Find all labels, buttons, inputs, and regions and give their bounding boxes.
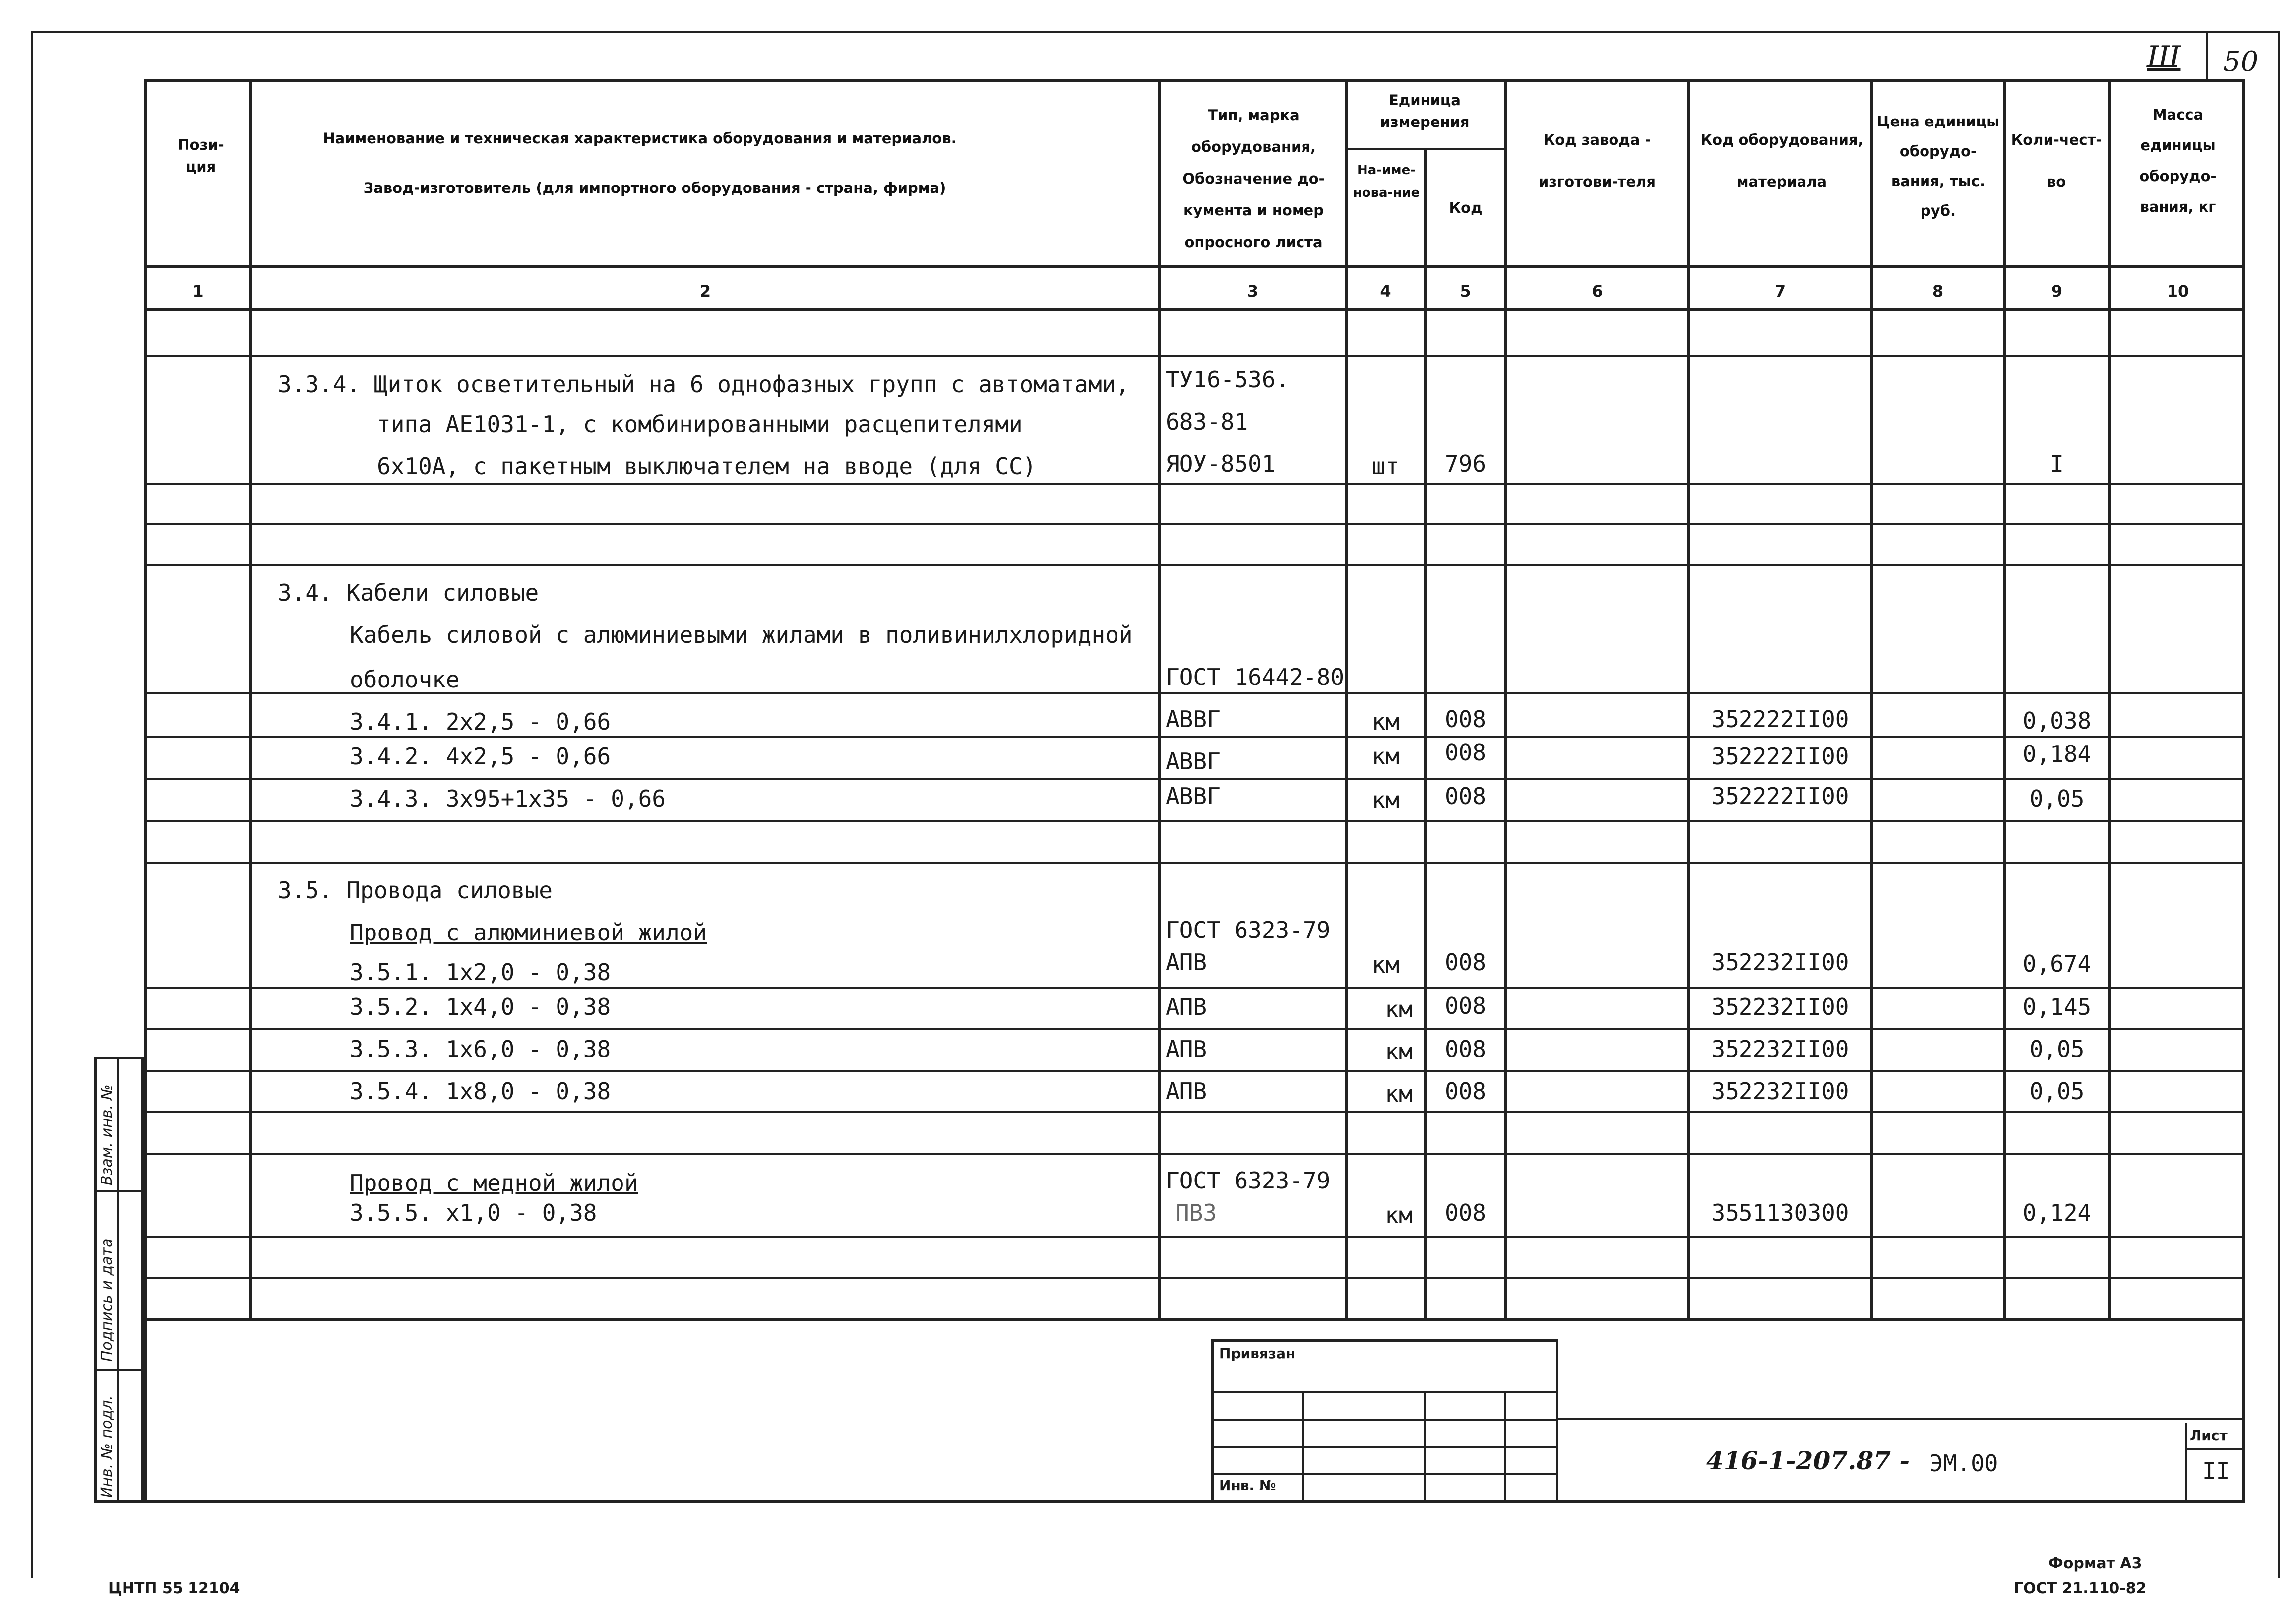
row-quantity: 0,124 bbox=[2022, 1199, 2092, 1226]
row-type: ГОСТ 16442-80 bbox=[1166, 664, 1345, 690]
row-unit: км bbox=[1371, 743, 1400, 770]
row-type: АВВГ bbox=[1166, 706, 1221, 733]
row-name: типа АЕ1031-1, с комбинированными расцепителями bbox=[377, 411, 1023, 437]
column-number: 3 bbox=[1247, 282, 1259, 301]
column-number: 2 bbox=[699, 282, 711, 301]
side-stamp-podpis: Подпись и дата bbox=[98, 1238, 116, 1362]
header-maker-code: Код завода - изготови-теля bbox=[1538, 131, 1656, 190]
row-equipment-code: 352222II00 bbox=[1711, 743, 1849, 770]
row-unit: шт bbox=[1371, 453, 1400, 480]
column-number: 9 bbox=[2051, 282, 2063, 301]
row-type: ГОСТ 6323-79 bbox=[1166, 917, 1331, 943]
column-number: 1 bbox=[192, 282, 204, 301]
row-unit-code: 796 bbox=[1444, 450, 1487, 477]
title-block-vline bbox=[1302, 1391, 1304, 1503]
row-name: Провод с медной жилой bbox=[350, 1170, 638, 1196]
row-type: АПВ bbox=[1166, 1036, 1207, 1062]
row-name: 3.4. Кабели силовые bbox=[278, 579, 539, 606]
footer-left: ЦНТП 55 12104 bbox=[108, 1580, 240, 1597]
row-unit-code: 008 bbox=[1444, 1036, 1487, 1062]
row-type: АВВГ bbox=[1166, 748, 1221, 775]
row-unit-code: 008 bbox=[1444, 1199, 1487, 1226]
row-line bbox=[147, 862, 2245, 864]
row-quantity: 0,184 bbox=[2022, 741, 2092, 767]
row-type: ПВЗ bbox=[1176, 1199, 1217, 1226]
row-equipment-code: 352222II00 bbox=[1711, 783, 1849, 809]
header-mass: Масса единицы оборудо-вания, кг bbox=[2139, 106, 2217, 215]
row-unit: км bbox=[1385, 1038, 1413, 1065]
row-line bbox=[147, 1070, 2245, 1072]
row-name: 3.5.3. 1х6,0 - 0,38 bbox=[350, 1036, 611, 1062]
row-unit: км bbox=[1385, 1080, 1413, 1107]
row-name: оболочке bbox=[350, 666, 460, 693]
footer-format: Формат А3 bbox=[2048, 1555, 2142, 1572]
column-number: 5 bbox=[1460, 282, 1471, 301]
row-quantity: I bbox=[2050, 450, 2064, 477]
row-unit: км bbox=[1385, 1202, 1413, 1229]
row-unit-code: 008 bbox=[1444, 739, 1487, 766]
row-name: 3.5. Провода силовые bbox=[278, 877, 553, 904]
header-name-line1: Наименование и техническая характеристика оборудования и материалов. bbox=[323, 130, 957, 147]
header-type: Тип, марка оборудования, Обозначение до-кумента и номер опросного листа bbox=[1182, 107, 1325, 250]
row-unit: км bbox=[1385, 996, 1413, 1023]
row-unit-code: 008 bbox=[1444, 706, 1487, 733]
row-name: 3.4.3. 3х95+1х35 - 0,66 bbox=[350, 785, 666, 812]
row-quantity: 0,145 bbox=[2022, 994, 2092, 1020]
header-price: Цена единицы оборудо-вания, тыс. руб. bbox=[1876, 113, 2000, 219]
column-number: 6 bbox=[1592, 282, 1603, 301]
row-equipment-code: 352232II00 bbox=[1711, 994, 1849, 1020]
footer-gost: ГОСТ 21.110-82 bbox=[2014, 1580, 2147, 1597]
row-line bbox=[147, 1236, 2245, 1238]
row-line bbox=[147, 355, 2245, 357]
header-name-line2: Завод-изготовитель (для импортного оборудования - страна, фирма) bbox=[363, 180, 946, 196]
row-name: 6х10А, с пакетным выключателем на вводе (для СС) bbox=[377, 453, 1037, 480]
row-line bbox=[147, 564, 2245, 566]
row-line bbox=[147, 820, 2245, 822]
header-bottom-line bbox=[144, 265, 2245, 268]
row-name: 3.3.4. Щиток осветительный на 6 однофазных групп с автоматами, bbox=[278, 371, 1130, 398]
row-unit-code: 008 bbox=[1444, 783, 1487, 809]
row-name: 3.5.4. 1х8,0 - 0,38 bbox=[350, 1078, 611, 1105]
row-name: 3.4.1. 2х2,5 - 0,66 bbox=[350, 708, 611, 735]
row-name: 3.5.2. 1х4,0 - 0,38 bbox=[350, 994, 611, 1020]
row-type: АПВ bbox=[1166, 1078, 1207, 1105]
column-number: 10 bbox=[2167, 282, 2189, 301]
row-quantity: 0,038 bbox=[2022, 707, 2092, 734]
page-number: 50 bbox=[2223, 46, 2259, 78]
row-type: АВВГ bbox=[1166, 783, 1221, 809]
row-quantity: 0,05 bbox=[2029, 785, 2085, 812]
row-name: 3.4.2. 4х2,5 - 0,66 bbox=[350, 743, 611, 770]
list-label: Лист bbox=[2190, 1428, 2228, 1444]
row-type: АПВ bbox=[1166, 994, 1207, 1020]
inv-no-label: Инв. № bbox=[1219, 1477, 1276, 1493]
row-line bbox=[147, 1153, 2245, 1155]
top-mark: Ш bbox=[2147, 40, 2181, 74]
header-unit: Единица измерения bbox=[1380, 92, 1470, 130]
list-value: II bbox=[2202, 1457, 2230, 1484]
column-number: 7 bbox=[1774, 282, 1786, 301]
header-unit-name: На-име-нова-ние bbox=[1353, 163, 1420, 200]
title-block-line bbox=[1211, 1419, 1558, 1421]
row-type: 683-81 bbox=[1166, 408, 1248, 435]
row-unit-code: 008 bbox=[1444, 949, 1487, 976]
row-name: 3.5.5. х1,0 - 0,38 bbox=[350, 1199, 597, 1226]
row-unit: км bbox=[1371, 787, 1400, 813]
header-quantity: Коли-чест-во bbox=[2011, 131, 2102, 190]
row-line bbox=[147, 1318, 2245, 1321]
row-quantity: 0,05 bbox=[2029, 1036, 2085, 1062]
list-box-line bbox=[2185, 1448, 2245, 1450]
column-number: 8 bbox=[1932, 282, 1944, 301]
header-equipment-code: Код оборудования, материала bbox=[1700, 131, 1863, 190]
row-unit: км bbox=[1371, 951, 1400, 978]
row-name: Кабель силовой с алюминиевыми жилами в поливинилхлоридной bbox=[350, 622, 1133, 648]
row-quantity: 0,674 bbox=[2022, 950, 2092, 977]
page-number-box bbox=[2206, 31, 2208, 80]
side-stamp-vzam: Взам. инв. № bbox=[98, 1084, 116, 1185]
title-block-top bbox=[1558, 1418, 2245, 1420]
side-stamp-line bbox=[94, 1190, 144, 1192]
row-unit: км bbox=[1371, 708, 1400, 735]
row-name: Провод с алюминиевой жилой bbox=[350, 919, 707, 946]
row-type: ТУ16-536. bbox=[1166, 366, 1290, 393]
side-stamp-inv: Инв. № подл. bbox=[98, 1395, 116, 1498]
row-quantity: 0,05 bbox=[2029, 1078, 2085, 1105]
header-position: Пози-ция bbox=[178, 136, 224, 175]
privyazan-label: Привязан bbox=[1219, 1345, 1296, 1362]
column-number: 4 bbox=[1380, 282, 1391, 301]
row-line bbox=[147, 1111, 2245, 1113]
row-type: ЯОУ-8501 bbox=[1166, 450, 1276, 477]
row-equipment-code: 3551130300 bbox=[1711, 1199, 1849, 1226]
side-stamp-line bbox=[94, 1369, 144, 1371]
title-block-line bbox=[1211, 1446, 1558, 1448]
row-line bbox=[147, 1277, 2245, 1279]
row-equipment-code: 352232II00 bbox=[1711, 949, 1849, 976]
title-block-line bbox=[1211, 1391, 1558, 1393]
row-line bbox=[147, 523, 2245, 525]
row-unit-code: 008 bbox=[1444, 1078, 1487, 1105]
row-equipment-code: 352222II00 bbox=[1711, 706, 1849, 733]
title-block-vline bbox=[1504, 1391, 1506, 1503]
row-equipment-code: 352232II00 bbox=[1711, 1036, 1849, 1062]
doc-suffix: ЭМ.00 bbox=[1929, 1450, 1998, 1477]
row-equipment-code: 352232II00 bbox=[1711, 1078, 1849, 1105]
unit-split-line bbox=[1345, 148, 1507, 150]
header-unit-code: Код bbox=[1449, 199, 1483, 216]
row-line bbox=[147, 1028, 2245, 1030]
title-block-line bbox=[1211, 1473, 1558, 1475]
title-block-vline bbox=[1424, 1391, 1426, 1503]
colnum-bottom-line bbox=[144, 308, 2245, 311]
row-name: 3.5.1. 1х2,0 - 0,38 bbox=[350, 959, 611, 986]
doc-number: 416-1-207.87 - bbox=[1706, 1446, 1910, 1475]
row-type: АПВ bbox=[1166, 949, 1207, 976]
row-unit-code: 008 bbox=[1444, 993, 1487, 1019]
row-type: ГОСТ 6323-79 bbox=[1166, 1167, 1331, 1194]
